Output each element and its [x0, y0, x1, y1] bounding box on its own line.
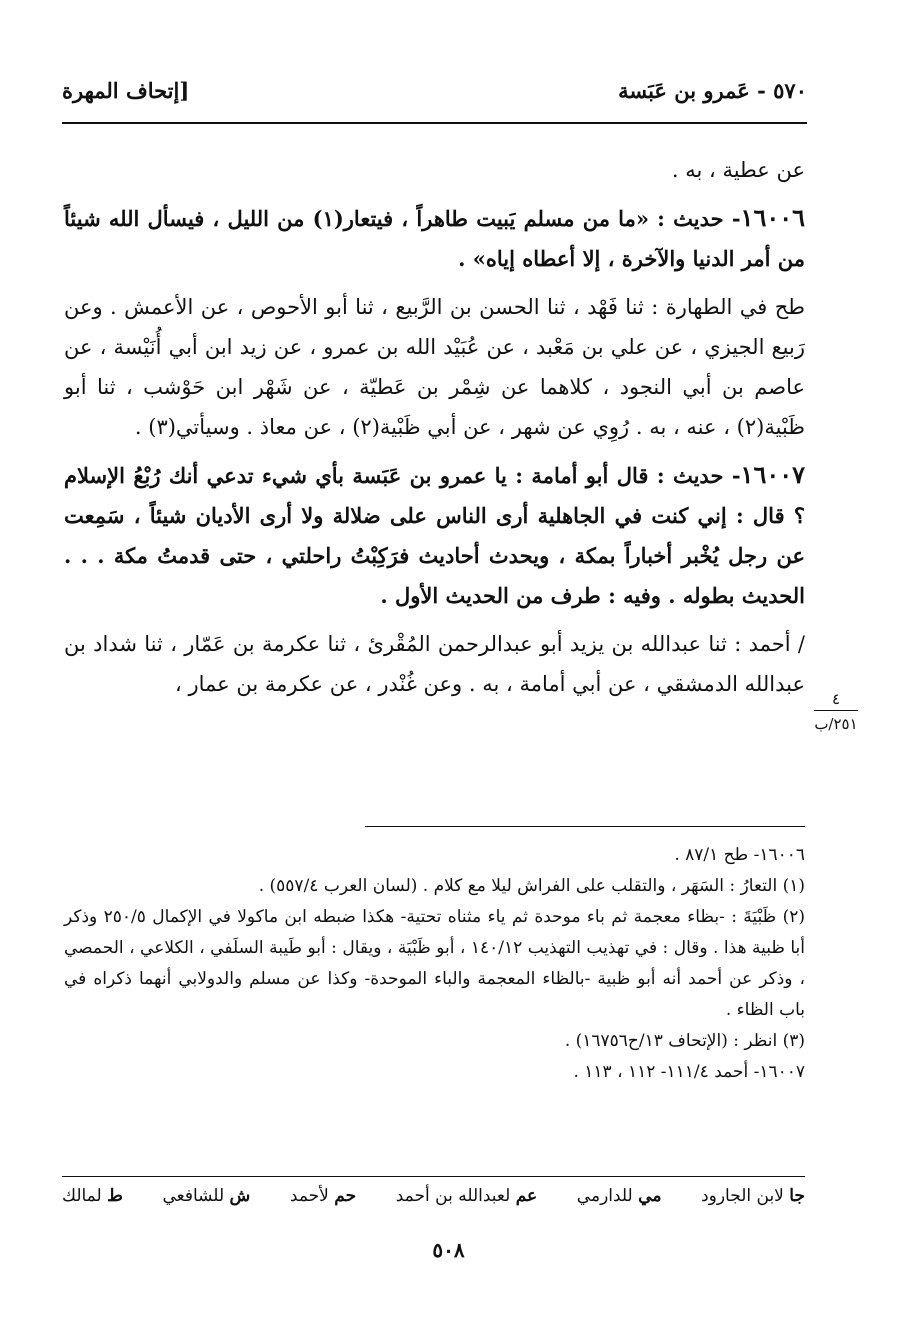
running-header-book: [إتحاف المهرة [62, 78, 190, 103]
footnote: (١) التعارُ : السَهَر ، والتقلب على الفراش ليلا مع كلام . (لسان العرب ٥٥٧/٤) . [258, 876, 805, 896]
margin-folio: ٢٥١/ب [814, 715, 858, 733]
footnote: (٢) ظَبْيَةَ : -بظاء معجمة ثم باء موحدة ثم ياء مثناه تحتية- هكذا ضبطه ابن ماكولا في الإكمال ٢٥٠/٥ وذكر أبا ظبية هذا . وقال : في تهذيب التهذيب ١٤٠/١٢ ، أبو ظَبْيَة ، ويقال : أبو طَيبة السلَفي ، الكلاعي ، الحمصي ، وذكر عن أحمد أنه أبو ظبية -بالظاء المعجمة والباء الموحدة- وكذا عن مسلم والدولابي أنهما ذكراه في باب الظاء . [64, 907, 805, 1020]
isnad-16006: طح في الطهارة : ثنا فَهْد ، ثنا الحسن بن الرَّبيع ، ثنا أبو الأحوص ، عن الأعمش . وعن رَبيع الجيزي ، عن علي بن مَعْبد ، عن عُبَيْد الله بن عمرو ، عن زيد ابن أبي أُنَيْسة ، عن عاصم بن أبي النجود ، كلاهما عن شِمْر بن عَطيّة ، عن شَهْر ابن حَوْشب ، ثنا أبو ظَبْية(٢) ، عنه ، به . رُوِي عن شهر ، عن أبي ظَبْية(٢) ، عن معاذ . وسيأتي(٣) . [64, 295, 805, 439]
abbreviations-key [62, 1186, 805, 1206]
running-header-title: ٥٧٠ - عَمرو بن عَبَسة [618, 78, 807, 103]
hadith-16006 [64, 198, 805, 279]
footnote: ١٦٠٠٧- أحمد ١١١/٤- ١١٢ ، ١١٣ . [573, 1062, 805, 1082]
margin-number: ٤ [814, 690, 858, 711]
abbreviations-divider [62, 1176, 805, 1177]
isnad-16007: / أحمد : ثنا عبدالله بن يزيد أبو عبدالرحمن المُقْرئ ، ثنا عكرمة بن عَمّار ، ثنا شداد بن عبدالله الدمشقي ، عن أبي أمامة ، به . وعن غُنْدر ، عن عكرمة بن عمار ، [64, 632, 805, 696]
footnote-divider [365, 826, 805, 827]
hadith-number: ١٦٠٠٦ [740, 203, 805, 232]
footnote: ١٦٠٠٦- طح ٨٧/١ . [674, 845, 805, 865]
hadith-text: - حديث : «ما من مسلم يَبيت طاهراً ، فيتعار(١) من الليل ، فيسأل الله شيئاً من أمر الدنيا والآخرة ، إلا أعطاه إياه» . [64, 206, 805, 271]
abbr-item: ط لمالك [62, 1186, 123, 1206]
hadith-text: - حديث : قال أبو أمامة : يا عمرو بن عَبَسة بأي شيء تدعي أنك رُبْعُ الإسلام ؟ قال : إني كنت في الجاهلية أرى الناس على ضلالة ولا أرى الأديان شيئاً ، سَمِعت عن رجل يُخْبر أخباراً بمكة ، ويحدث أحاديث فرَكِبْتُ راحلتي ، حتى قدمتُ مكة . . . الحديث بطوله . وفيه : طرف من الحديث الأول . [64, 463, 805, 608]
abbr-item: ش للشافعي [162, 1186, 251, 1206]
paragraph-intro: عن عطية ، به . [671, 158, 805, 182]
hadith-16007 [64, 455, 805, 616]
header-divider [62, 122, 807, 124]
abbr-item: حم لأحمد [289, 1186, 357, 1206]
abbr-item: مي للدارمي [576, 1186, 662, 1206]
footnote: (٣) انظر : (الإتحاف ١٣/ح١٦٧٥٦) . [564, 1031, 805, 1051]
footnotes [64, 840, 805, 1088]
margin-manuscript-ref [806, 690, 866, 733]
page-number: ٥٠٨ [432, 1238, 465, 1262]
abbr-item: جا لابن الجارود [701, 1186, 805, 1206]
main-text [64, 150, 805, 712]
abbr-item: عم لعبدالله بن أحمد [395, 1186, 538, 1206]
hadith-number: ١٦٠٠٧ [740, 460, 805, 489]
